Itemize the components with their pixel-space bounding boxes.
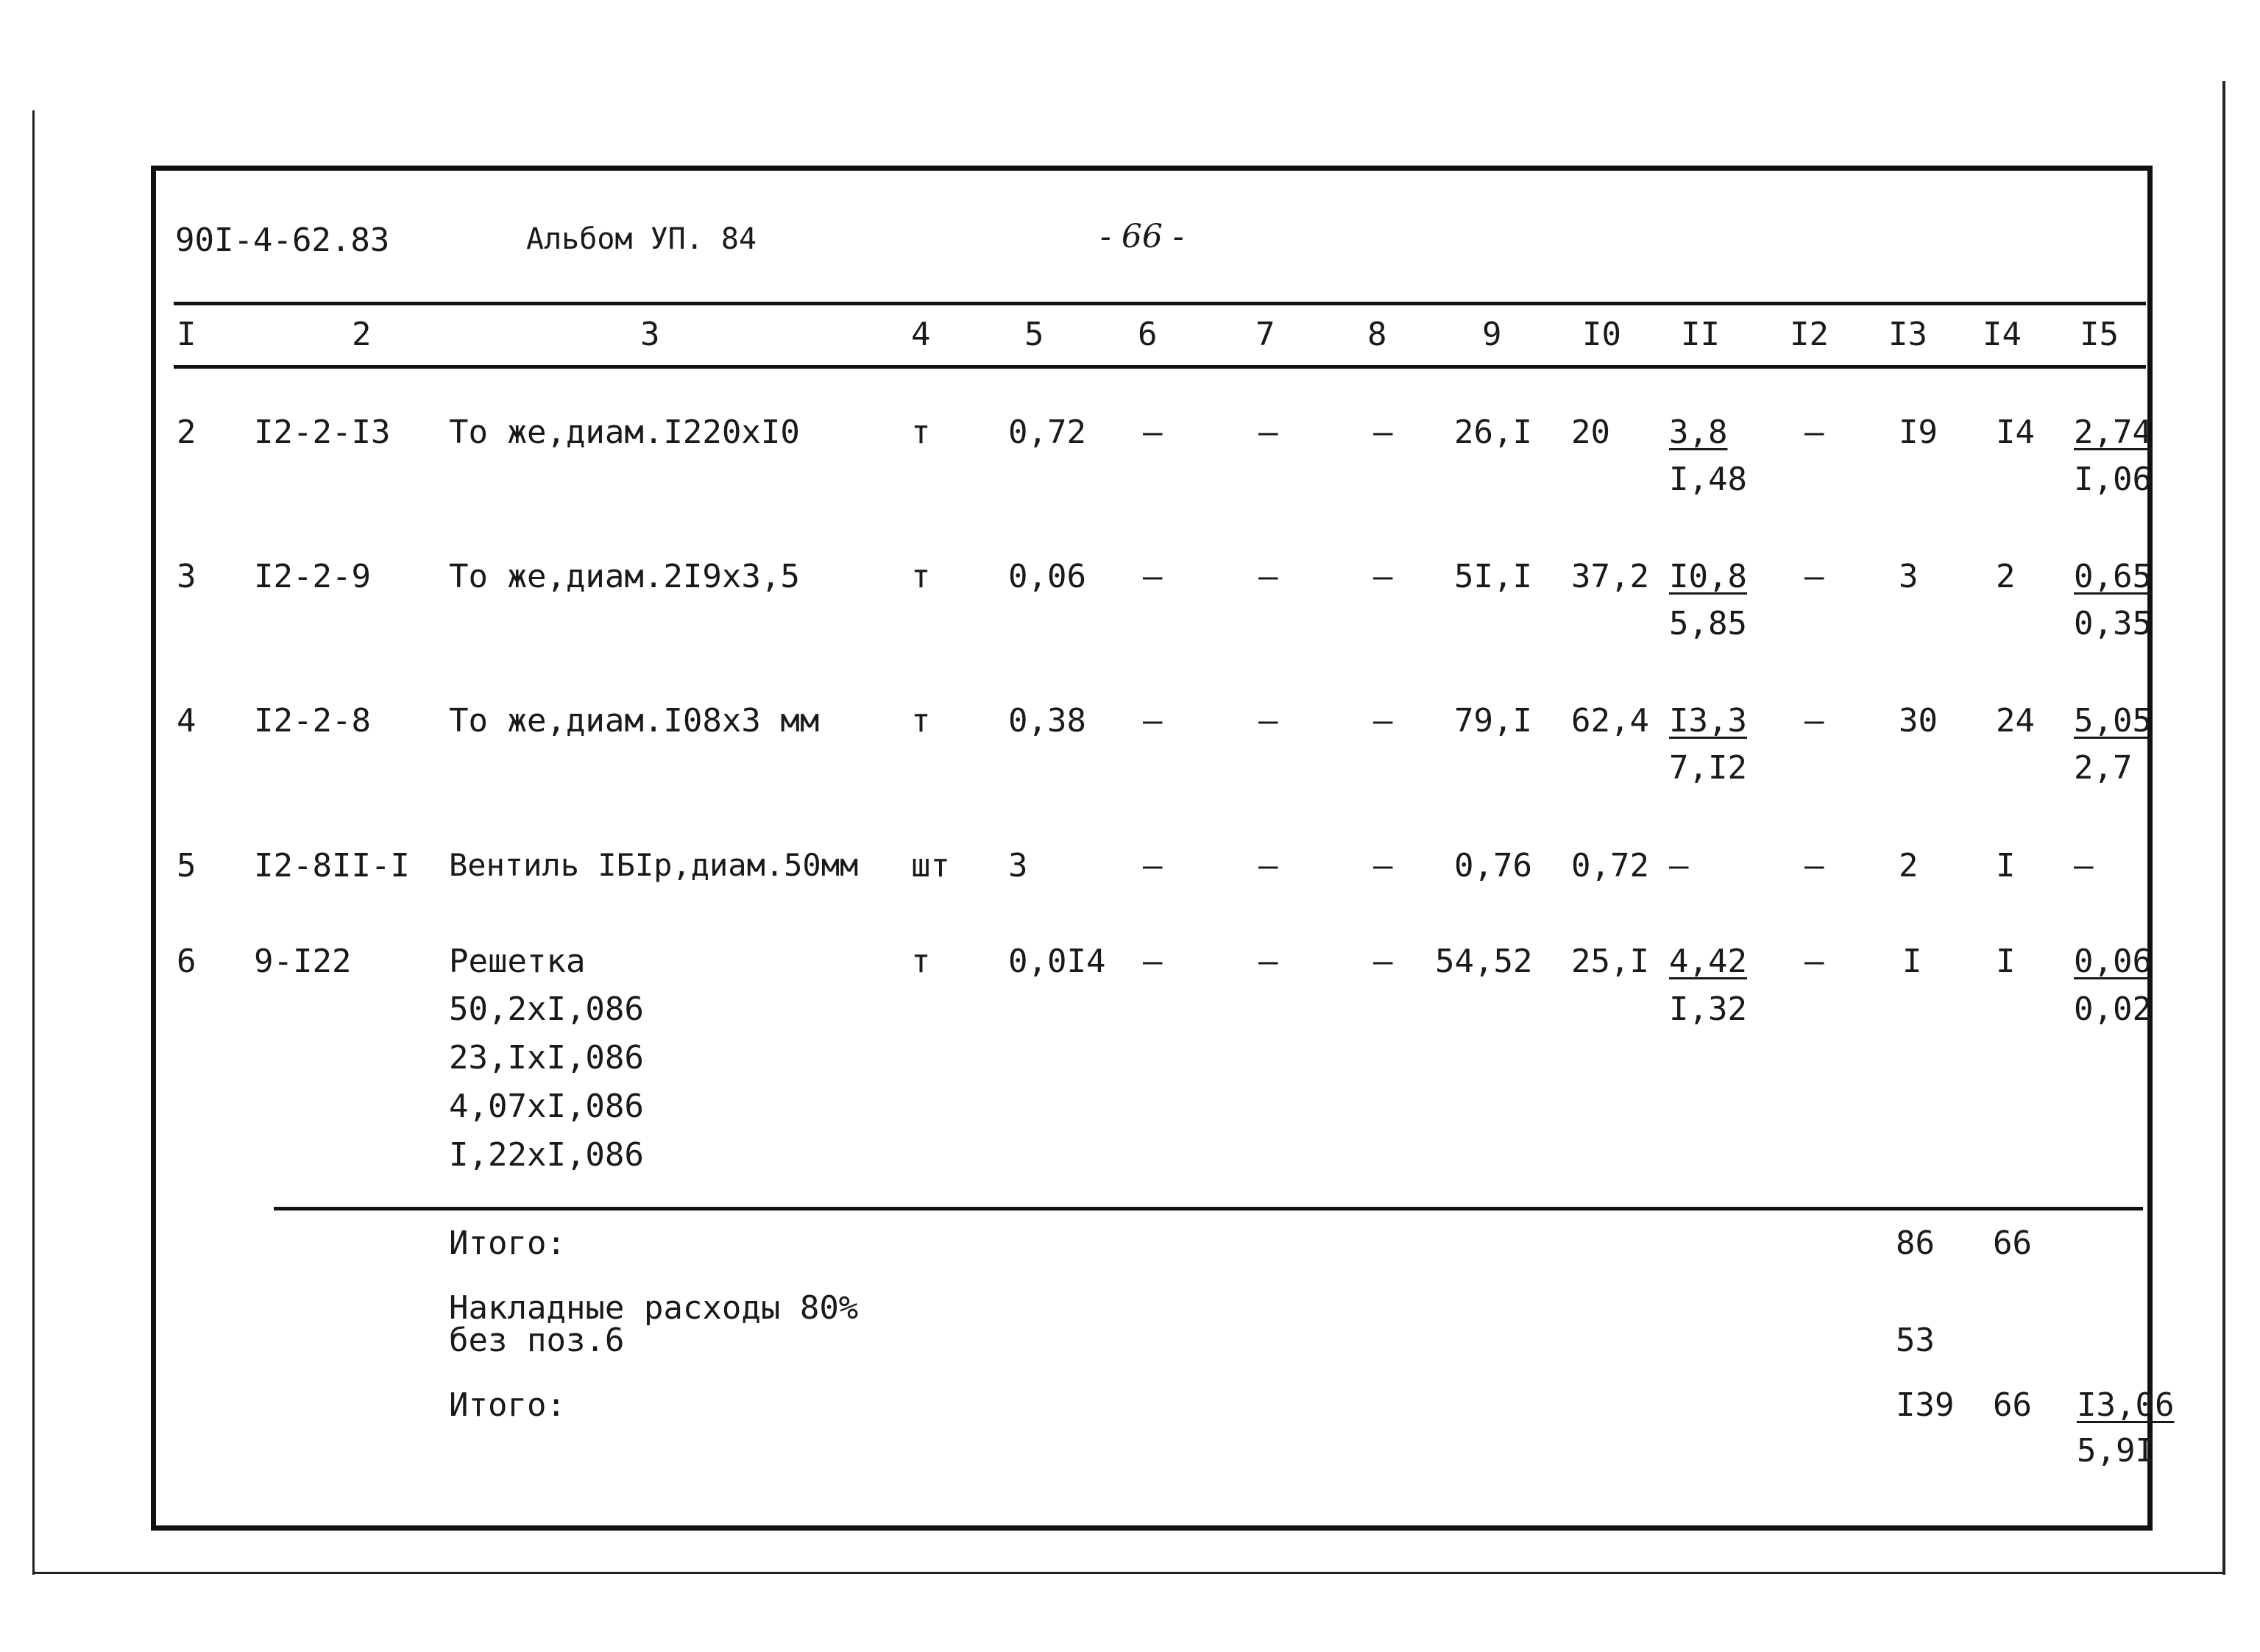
row-c14: I: [1996, 943, 2016, 980]
row-c12: –: [1804, 558, 1824, 595]
col-header: 6: [1138, 316, 1158, 353]
row-c7: –: [1258, 558, 1278, 595]
row-c11-top: I3,3: [1669, 702, 1747, 740]
row-code: 9-I22: [254, 943, 352, 980]
row-unit: т: [911, 414, 931, 451]
row-c6: –: [1143, 414, 1163, 451]
row-c11-top: –: [1669, 847, 1689, 885]
row-c11-bottom: I,48: [1669, 461, 1747, 498]
row-number: 4: [177, 702, 196, 740]
album-label: Альбом УП. 84: [526, 222, 757, 256]
col-header: I0: [1582, 316, 1621, 353]
overhead-c13: 53: [1896, 1322, 1935, 1359]
row-c7: –: [1258, 847, 1278, 885]
col-header: I5: [2080, 316, 2119, 353]
row-unit: т: [911, 943, 931, 980]
row-code: I2-2-I3: [254, 414, 391, 451]
row-c9: 5I,I: [1454, 558, 1532, 595]
row-qty: 0,72: [1008, 414, 1086, 451]
itogo-total-c15-bottom: 5,9I: [2077, 1432, 2155, 1470]
itogo-total-c15-top: I3,06: [2077, 1386, 2175, 1424]
overhead-label: Накладные расходы 80%: [449, 1289, 859, 1327]
totals-rule: [274, 1207, 2143, 1210]
itogo-c13: 86: [1896, 1224, 1935, 1262]
row-c12: –: [1804, 702, 1824, 740]
row-c8: –: [1373, 847, 1393, 885]
row-c15-bottom: I,06: [2074, 461, 2152, 498]
row-unit: шт: [911, 847, 950, 885]
row-c6: –: [1143, 558, 1163, 595]
scan-border-right: [2222, 81, 2225, 1575]
row-c11-top: 4,42: [1669, 943, 1747, 980]
header-top-rule: [174, 302, 2146, 305]
row-c8: –: [1373, 414, 1393, 451]
row-c13: 30: [1899, 702, 1938, 740]
scan-border-bottom: [32, 1572, 2225, 1574]
row-description: Вентиль IБIр,диам.50мм: [449, 847, 859, 883]
doc-code: 90I-4-62.83: [175, 221, 390, 259]
row-c7: –: [1258, 414, 1278, 451]
row-c12: –: [1804, 943, 1824, 980]
row-c10: 37,2: [1571, 558, 1649, 595]
row-c6: –: [1143, 943, 1163, 980]
row-c15-top: 2,74: [2074, 414, 2152, 451]
header-bottom-rule: [174, 365, 2146, 369]
row-description: То же,диам.I08х3 мм: [449, 702, 820, 740]
itogo-total-c13: I39: [1896, 1386, 1955, 1424]
row-c15-bottom: 0,02: [2074, 990, 2152, 1028]
row-c13: I9: [1899, 414, 1938, 451]
row-c13: 2: [1899, 847, 1919, 885]
col-header: 9: [1482, 316, 1502, 353]
row-description: То же,диам.2I9х3,5: [449, 558, 800, 595]
row-c13: I: [1902, 943, 1922, 980]
row-c15-top: –: [2074, 847, 2094, 885]
col-header: 5: [1024, 316, 1044, 353]
row-c12: –: [1804, 847, 1824, 885]
row-c15-bottom: 2,7: [2074, 749, 2133, 787]
row-qty: 0,0I4: [1008, 943, 1106, 980]
row-number: 6: [177, 943, 196, 980]
col-header: 2: [352, 316, 372, 353]
row-c6: –: [1143, 847, 1163, 885]
scan-border-left: [32, 110, 35, 1575]
row-c11-bottom: I,32: [1669, 990, 1747, 1028]
row-description-line: 50,2хI,086: [449, 990, 644, 1028]
row-c14: 2: [1996, 558, 2016, 595]
row-c11-top: I0,8: [1669, 558, 1747, 595]
row-c9: 0,76: [1454, 847, 1532, 885]
row-c11-bottom: 7,I2: [1669, 749, 1747, 787]
row-c13: 3: [1899, 558, 1919, 595]
row-c15-top: 0,06: [2074, 943, 2152, 980]
row-c6: –: [1143, 702, 1163, 740]
row-c15-bottom: 0,35: [2074, 605, 2152, 642]
row-c15-top: 5,05: [2074, 702, 2152, 740]
row-c9: 26,I: [1454, 414, 1532, 451]
itogo-total-c14: 66: [1993, 1386, 2032, 1424]
row-qty: 0,38: [1008, 702, 1086, 740]
col-header: I4: [1983, 316, 2022, 353]
row-c12: –: [1804, 414, 1824, 451]
row-c10: 20: [1571, 414, 1610, 451]
page-number: - 66 -: [1100, 218, 1184, 255]
row-c15-top: 0,65: [2074, 558, 2152, 595]
row-c7: –: [1258, 702, 1278, 740]
row-c11-top: 3,8: [1669, 414, 1728, 451]
row-description-line: 4,07хI,086: [449, 1088, 644, 1125]
col-header: II: [1681, 316, 1720, 353]
row-c10: 0,72: [1571, 847, 1649, 885]
col-header: I2: [1790, 316, 1829, 353]
row-description-line: I,22хI,086: [449, 1136, 644, 1174]
row-qty: 3: [1008, 847, 1028, 885]
row-c11-bottom: 5,85: [1669, 605, 1747, 642]
row-unit: т: [911, 558, 931, 595]
col-header: I: [177, 316, 196, 353]
row-code: I2-8II-I: [254, 847, 410, 885]
col-header: 8: [1367, 316, 1387, 353]
row-c8: –: [1373, 702, 1393, 740]
row-unit: т: [911, 702, 931, 740]
itogo-label: Итого:: [449, 1224, 566, 1262]
row-c14: I: [1996, 847, 2016, 885]
row-c8: –: [1373, 943, 1393, 980]
row-description-line: 23,IхI,086: [449, 1039, 644, 1077]
row-c14: I4: [1996, 414, 2035, 451]
row-description: Решетка: [449, 943, 586, 980]
row-code: I2-2-9: [254, 558, 371, 595]
row-c10: 62,4: [1571, 702, 1649, 740]
row-number: 2: [177, 414, 196, 451]
itogo-total-label: Итого:: [449, 1386, 566, 1424]
row-c9: 54,52: [1435, 943, 1533, 980]
row-c9: 79,I: [1454, 702, 1532, 740]
row-c7: –: [1258, 943, 1278, 980]
row-code: I2-2-8: [254, 702, 371, 740]
col-header: 4: [911, 316, 931, 353]
overhead-label-note: без поз.6: [449, 1322, 625, 1359]
row-number: 5: [177, 847, 196, 885]
col-header: 7: [1255, 316, 1275, 353]
row-c8: –: [1373, 558, 1393, 595]
row-description: То же,диам.I220хI0: [449, 414, 800, 451]
row-number: 3: [177, 558, 196, 595]
col-header: 3: [640, 316, 660, 353]
itogo-c14: 66: [1993, 1224, 2032, 1262]
col-header: I3: [1888, 316, 1927, 353]
row-qty: 0,06: [1008, 558, 1086, 595]
row-c14: 24: [1996, 702, 2035, 740]
row-c10: 25,I: [1571, 943, 1649, 980]
